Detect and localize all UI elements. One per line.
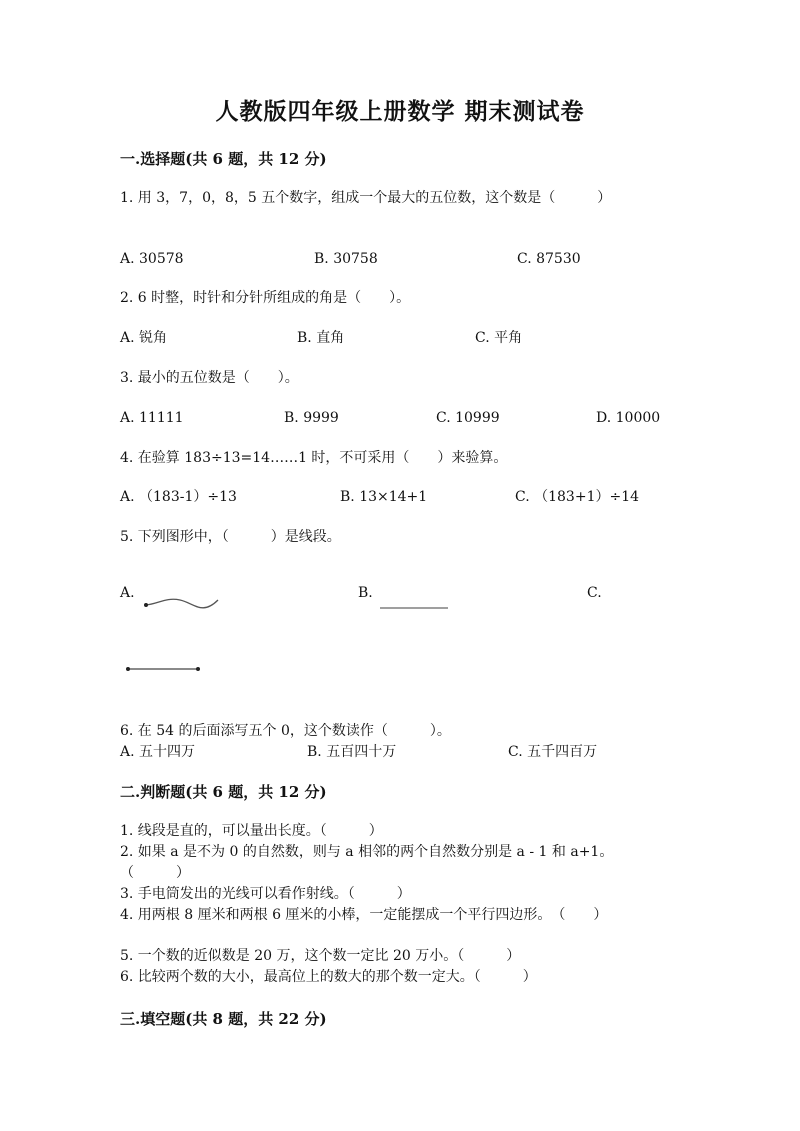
option-b: B. 9999: [284, 410, 339, 426]
option-a: A. 11111: [120, 410, 184, 426]
question-stem: 3. 最小的五位数是（ ）。: [120, 370, 299, 386]
option-c: C. 平角: [475, 330, 523, 346]
option-b: B. 30758: [314, 251, 378, 267]
question-stem: 5. 下列图形中，（ ）是线段。: [120, 529, 341, 545]
option-c: C. 10999: [436, 410, 500, 426]
option-a: A. 锐角: [120, 330, 168, 346]
judgement-item: 5. 一个数的近似数是 20 万，这个数一定比 20 万小。（ ）: [120, 948, 521, 964]
segment-figure: [124, 663, 204, 675]
judgement-item: 2. 如果 a 是不为 0 的自然数，则与 a 相邻的两个自然数分别是 a - 1 和 a+1。: [120, 844, 614, 860]
judgement-item-continuation: （ ）: [120, 865, 190, 881]
option-a: A.: [120, 585, 135, 601]
option-a: A. （183-1）÷13: [120, 489, 237, 505]
question-stem: 2. 6 时整，时针和分针所组成的角是（ ）。: [120, 290, 411, 306]
option-c: C.: [587, 585, 602, 601]
option-b: B.: [358, 585, 373, 601]
judgement-item: 3. 手电筒发出的光线可以看作射线。（ ）: [120, 886, 411, 902]
option-a: A. 30578: [120, 251, 184, 267]
option-d: D. 10000: [596, 410, 661, 426]
judgement-item: 4. 用两根 8 厘米和两根 6 厘米的小棒，一定能摆成一个平行四边形。 （ ）: [120, 907, 608, 923]
curve-figure: [140, 592, 222, 618]
question-stem: 1. 用 3，7，0，8，5 五个数字，组成一个最大的五位数，这个数是（ ）: [120, 190, 612, 206]
question-stem: 6. 在 54 的后面添写五个 0，这个数读作（ ）。: [120, 723, 451, 739]
option-b: B. 五百四十万: [307, 744, 397, 760]
option-c: C. 五千四百万: [508, 744, 598, 760]
judgement-item: 6. 比较两个数的大小，最高位上的数大的那个数一定大。（ ）: [120, 969, 537, 985]
line-figure: [378, 603, 450, 613]
option-c: C. （183+1）÷14: [515, 489, 640, 505]
section-heading-choice: 一.选择题(共 6 题，共 12 分): [120, 150, 327, 168]
option-b: B. 直角: [297, 330, 345, 346]
judgement-item: 1. 线段是直的，可以量出长度。（ ）: [120, 823, 383, 839]
option-a: A. 五十四万: [120, 744, 196, 760]
section-heading-fill: 三.填空题(共 8 题，共 22 分): [120, 1010, 327, 1028]
page-title: 人教版四年级上册数学 期末测试卷: [215, 98, 585, 125]
option-c: C. 87530: [517, 251, 581, 267]
question-stem: 4. 在验算 183÷13=14……1 时，不可采用（ ）来验算。: [120, 450, 508, 466]
section-heading-judgement: 二.判断题(共 6 题，共 12 分): [120, 783, 327, 801]
option-b: B. 13×14+1: [340, 489, 428, 505]
